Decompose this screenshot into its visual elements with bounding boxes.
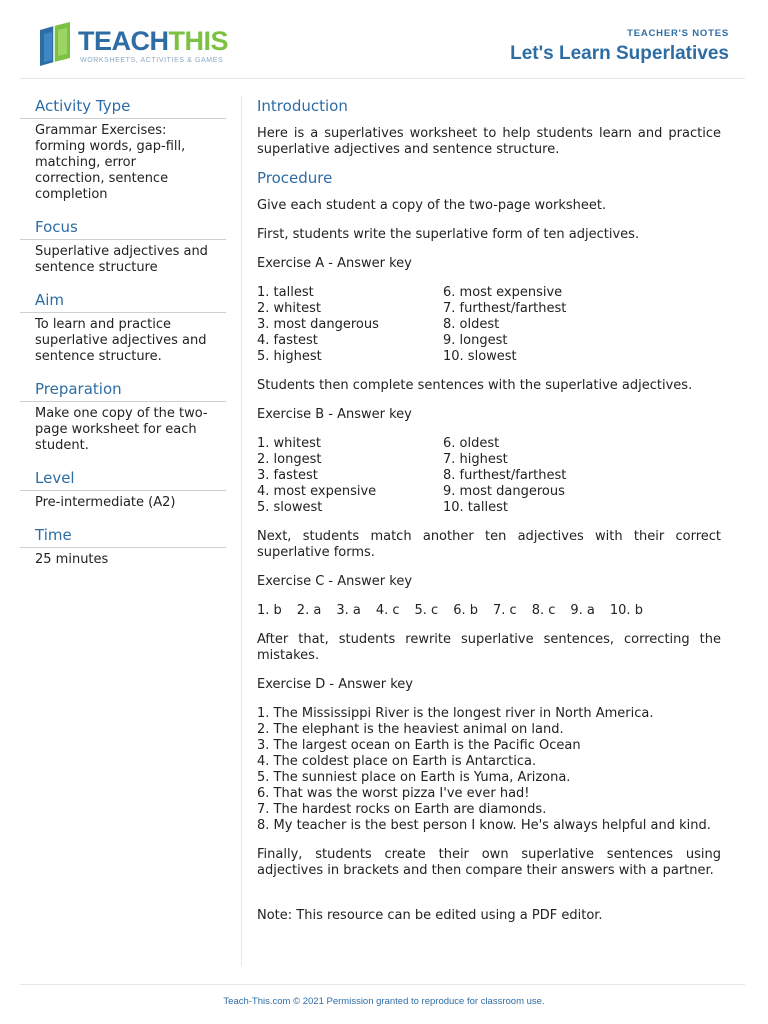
list-item: 8. furthest/farthest [443,468,567,483]
sidebar [20,96,226,582]
exercise-a-col-right [443,285,629,365]
list-item: 2. whitest [257,301,321,316]
list-item: 8. c [531,603,556,618]
exercise-b-col-right [443,436,629,516]
preparation-text: Make one copy of the two-page worksheet for each student. [35,406,208,453]
column-divider [241,96,242,966]
list-item: 3. fastest [257,468,318,483]
list-item: 10. slowest [443,349,517,364]
focus-heading: Focus [20,217,226,240]
list-item: 5. The sunniest place on Earth is Yuma, Arizona. [257,770,571,785]
editing-note: Note: This resource can be edited using a PDF editor. [257,908,603,923]
list-item: 1. whitest [257,436,321,451]
level-text: Pre-intermediate (A2) [35,495,176,510]
time-text: 25 minutes [35,552,109,567]
introduction-heading: Introduction [257,97,348,115]
document-title: Let's Learn Superlatives [510,43,729,64]
logo-teach: TEACH [78,26,169,56]
procedure-step-4: Next, students match another ten adjectives with their correct superlative forms. [257,529,721,560]
footer-copyright: Teach-This.com © 2021 Permission granted to reproduce for classroom use. [223,996,545,1007]
list-item: 6. oldest [443,436,500,451]
exercise-b-title: Exercise B - Answer key [257,407,412,422]
list-item: 3. a [336,603,361,618]
procedure-step-3: Students then complete sentences with the superlative adjectives. [257,378,693,393]
list-item: 4. fastest [257,333,318,348]
list-item: 6. That was the worst pizza I've ever had! [257,786,530,801]
activity-type-text: Grammar Exercises: forming words, gap-fill, matching, error correction, sentence completion [35,123,186,202]
logo-tagline: WORKSHEETS, ACTIVITIES & GAMES [80,57,224,64]
logo-wordmark [78,26,228,57]
exercise-b-col-left [257,436,443,516]
aim-heading: Aim [20,290,226,313]
procedure-step-6: Finally, students create their own superlative sentences using adjectives in brackets and then compare their answers with a partner. [257,847,721,878]
list-item: 1. The Mississippi River is the longest river in North America. [257,706,654,721]
time-section [20,525,226,568]
list-item: 7. The hardest rocks on Earth are diamonds. [257,802,547,817]
footer-divider [20,984,745,985]
exercise-c-answers [257,603,721,619]
list-item: 5. c [414,603,439,618]
list-item: 4. most expensive [257,484,377,499]
exercise-b-answers [257,436,721,516]
list-item: 5. slowest [257,500,323,515]
introduction-text: Here is a superlatives worksheet to help students learn and practice superlative adjectives and sentence structure. [257,126,721,157]
procedure-step-1: Give each student a copy of the two-page worksheet. [257,198,607,213]
teach-this-logo[interactable] [36,22,236,70]
teachers-notes-label: TEACHER'S NOTES [627,28,729,39]
list-item: 4. The coldest place on Earth is Antarctica. [257,754,537,769]
exercise-a-answers [257,285,721,365]
list-item: 8. My teacher is the best person I know. He's always helpful and kind. [257,818,711,833]
list-item: 9. most dangerous [443,484,565,499]
aim-text: To learn and practice superlative adjectives and sentence structure. [35,317,207,364]
book-icon [36,22,76,68]
procedure-step-5: After that, students rewrite superlative sentences, correcting the mistakes. [257,632,721,663]
list-item: 9. longest [443,333,508,348]
list-item: 10. tallest [443,500,508,515]
exercise-d-title: Exercise D - Answer key [257,677,413,692]
list-item: 10. b [609,603,643,618]
list-item: 8. oldest [443,317,500,332]
time-heading: Time [20,525,226,548]
procedure-heading: Procedure [257,169,333,187]
list-item: 3. The largest ocean on Earth is the Pacific Ocean [257,738,581,753]
preparation-section [20,379,226,454]
exercise-c-title: Exercise C - Answer key [257,574,413,589]
exercise-a-title: Exercise A - Answer key [257,256,412,271]
list-item: 2. a [296,603,322,618]
list-item: 3. most dangerous [257,317,379,332]
list-item: 6. b [453,603,478,618]
list-item: 7. c [493,603,517,618]
list-item: 7. highest [443,452,508,467]
level-section [20,468,226,511]
procedure-step-2: First, students write the superlative form of ten adjectives. [257,227,640,242]
list-item: 1. tallest [257,285,314,300]
list-item: 5. highest [257,349,322,364]
page-header [0,0,768,80]
activity-type-section [20,96,226,203]
header-divider [20,78,745,79]
list-item: 9. a [570,603,595,618]
focus-section [20,217,226,276]
main-content [257,96,721,924]
logo-this: THIS [168,26,229,56]
list-item: 7. furthest/farthest [443,301,567,316]
level-heading: Level [20,468,226,491]
exercise-d-answers [257,706,721,834]
preparation-heading: Preparation [20,379,226,402]
aim-section [20,290,226,365]
list-item: 2. longest [257,452,322,467]
list-item: 4. c [375,603,400,618]
activity-type-heading: Activity Type [20,96,226,119]
list-item: 1. b [257,603,282,618]
list-item: 2. The elephant is the heaviest animal on land. [257,722,564,737]
exercise-a-col-left [257,285,443,365]
list-item: 6. most expensive [443,285,563,300]
focus-text: Superlative adjectives and sentence structure [35,244,208,275]
